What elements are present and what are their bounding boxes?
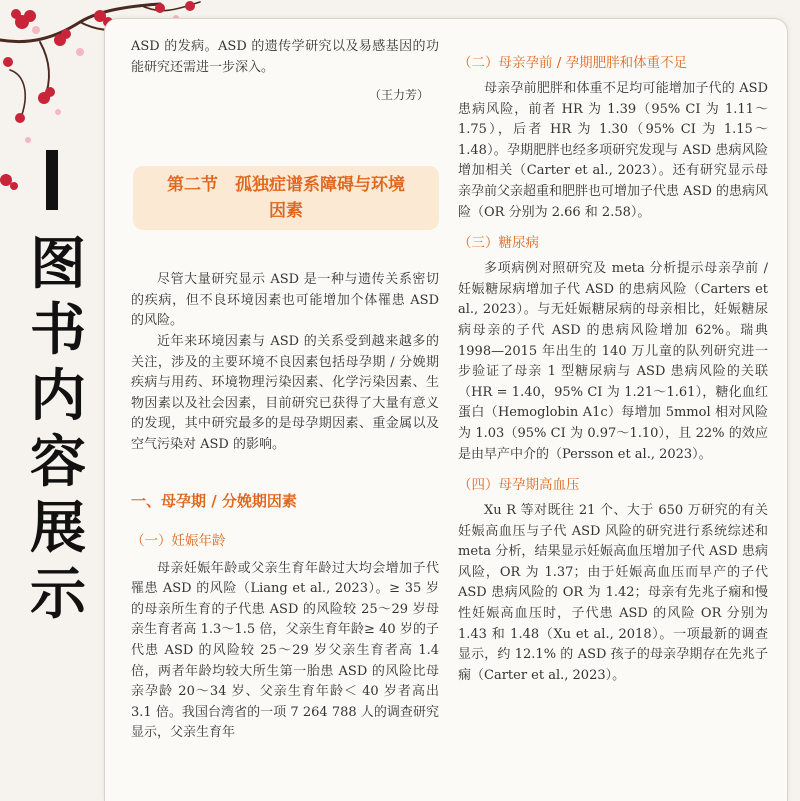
subheading: （三）糖尿病	[458, 235, 539, 252]
sidebar-title-char: 图	[30, 232, 86, 297]
sidebar-title	[22, 232, 94, 628]
sidebar-title-char: 书	[30, 298, 86, 363]
book-page	[104, 18, 788, 801]
subheading: （二）母亲孕前 / 孕期肥胖和体重不足	[458, 55, 688, 71]
paragraph: 母亲孕前肥胖和体重不足均可能增加子代的 ASD 患病风险，前者 HR 为 1.39（95% CI 为 1.11～1.75），后者 HR 为 1.30（95% CI 为 1.15～1.48）。孕期肥胖也经多项研究发现与 ASD 患病风险增加相关（Carter et al., 2023）。还有研究显示母亲孕前父亲超重和肥胖也可增加子代患 ASD 的患病风险（OR 分别为 2.66 和 2.58）。	[458, 81, 768, 220]
subheading: （一）妊娠年龄	[131, 532, 226, 549]
paragraph: 母亲妊娠年龄或父亲生育年龄过大均会增加子代罹患 ASD 的风险（Liang et al., 2023）。≥ 35 岁的母亲所生育的子代患 ASD 的风险较 25～29 岁母亲生育者高 1.3～1.5 倍，父亲生育年龄≥ 40 岁的子代患 ASD 的风险较 25～29 岁父亲生育者高 1.4 倍，两者年龄均较大所生第一胎患 ASD 的风险比母亲孕龄 20～34 岁、父亲生育年龄＜ 40 岁者高出 3.1 倍。我国台湾省的一项 7 264 788 人的调查研究显示，父亲生育年	[131, 560, 439, 741]
author-signature: （王力芳）	[368, 88, 429, 103]
paragraph: 多项病例对照研究及 meta 分析提示母亲孕前 / 妊娠糖尿病增加子代 ASD 的患病风险（Carters et al., 2023）。与无妊娠糖尿病的母亲相比，妊娠糖尿病母亲的子代 ASD 的患病风险增加 62%。瑞典 1998—2015 年出生的 140 万儿童的队列研究进一步验证了母亲 1 型糖尿病与 ASD 患病风险的关联（HR = 1.40，95% CI 为 1.21～1.61），糖化血红蛋白（Hemoglobin A1c）每增加 5mmol 相对风险 为 1.03（95% CI 为 0.97～1.10），且 22% 的效应是由早产中介的（Persson et al., 2023）。	[458, 261, 768, 462]
intro-paragraph: ASD 的发病。ASD 的遗传学研究以及易感基因的功能研究还需进一步深入。	[131, 39, 439, 75]
subheading: （四）母孕期高血压	[458, 477, 580, 494]
section-title-line: 第二节 孤独症谱系障碍与环境	[167, 175, 405, 196]
sidebar-title-char: 容	[30, 430, 86, 495]
sidebar-accent-bar	[46, 150, 58, 210]
left-column	[131, 37, 439, 744]
paragraph: Xu R 等对既往 21 个、大于 650 万研究的有关妊娠高血压与子代 ASD 风险的研究进行系统综述和 meta 分析，结果显示妊娠高血压增加子代 ASD 患病风险，OR 为 1.37；由于妊娠高血压而早产的子代 ASD 患病风险的 OR 为 1.42；母亲有先兆子痫和慢性妊娠高血压时，子代患 ASD 的风险 OR 分别为 1.43 和 1.48（Xu et al., 2018）。一项最新的调查显示，约 12.1% 的 ASD 孩子的母亲孕期存在先兆子痫（Carter et al., 2023）。	[458, 503, 768, 683]
right-column	[458, 51, 768, 686]
paragraph: 近年来环境因素与 ASD 的关系受到越来越多的关注，涉及的主要环境不良因素包括母孕期 / 分娩期疾病与用药、环境物理污染因素、化学污染因素、生物因素以及社会因素，目前研究已获得了大量有意义的发现，其中研究最多的是母孕期因素、重金属以及空气污染对 ASD 的影响。	[131, 333, 439, 452]
section-title	[167, 172, 405, 224]
heading-1: 一、母孕期 / 分娩期因素	[131, 491, 297, 510]
paragraph: 尽管大量研究显示 ASD 是一种与遗传关系密切的疾病，但不良环境因素也可能增加个体罹患 ASD 的风险。	[131, 272, 439, 329]
sidebar-title-char: 示	[30, 562, 86, 627]
sidebar-title-char: 展	[30, 496, 86, 561]
section-title-box	[133, 166, 439, 230]
sidebar-title-char: 内	[30, 364, 86, 429]
section-title-line: 因素	[269, 201, 303, 222]
